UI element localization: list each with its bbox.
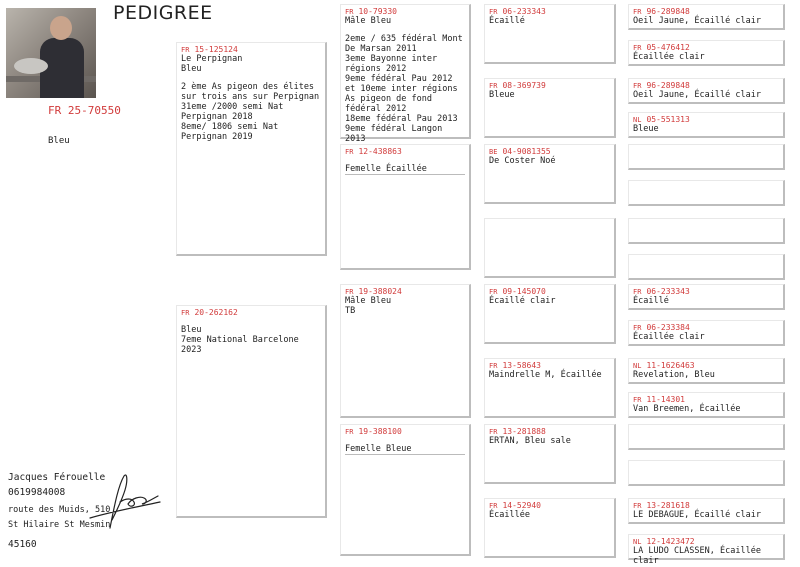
- pigeon-detail: Femelle Écaillée: [345, 164, 465, 175]
- pigeon-detail: [345, 436, 465, 444]
- pigeon-detail: LA LUDO CLASSEN, Écaillée clair: [633, 546, 767, 566]
- subject-ring: FR 25-70550: [48, 104, 121, 117]
- ring-number: [489, 81, 610, 90]
- ring-id: 11-1626463: [646, 361, 695, 370]
- pigeon-detail: Bleu: [181, 64, 202, 74]
- ring-id: 06-233343: [646, 287, 690, 296]
- pigeon-detail: 3eme Bayonne inter régions 2012: [345, 54, 443, 74]
- pigeon-detail: Écaillée: [489, 510, 530, 520]
- pigeon-detail: De Coster Noé: [489, 156, 556, 166]
- signature: [70, 468, 170, 538]
- ring-id: 10-79330: [358, 7, 397, 16]
- pigeon-detail: 31eme /2000 semi Nat Perpignan 2018: [181, 102, 289, 122]
- ring-number: [633, 323, 779, 332]
- gen3-card: [484, 144, 616, 204]
- pigeon-detail: Bleu: [181, 325, 202, 335]
- ring-number: [633, 7, 779, 16]
- ring-number: [633, 81, 779, 90]
- country-code: FR: [633, 44, 642, 52]
- owner-postcode: 45160: [8, 539, 37, 550]
- ring-number: [489, 361, 610, 370]
- ring-number: [633, 501, 779, 510]
- pigeon-detail: Oeil Jaune, Écaillé clair: [633, 16, 761, 26]
- gen4-card: [628, 112, 785, 138]
- gen3-card: [484, 498, 616, 558]
- pigeon-detail: [345, 156, 465, 164]
- gen2-card: [340, 424, 471, 556]
- country-code: BE: [489, 148, 498, 156]
- ring-id: 13-58643: [502, 361, 541, 370]
- gen4-card: [628, 424, 785, 450]
- pigeon-detail: Le Perpignan: [181, 54, 243, 64]
- pigeon-detail: 8eme/ 1806 semi Nat Perpignan 2019: [181, 122, 284, 142]
- pigeon-detail: Van Breemen, Écaillée: [633, 404, 741, 414]
- pigeon-detail: Mâle Bleu: [345, 16, 392, 26]
- gen3-card: [484, 424, 616, 484]
- ring-number: [345, 147, 465, 156]
- country-code: FR: [345, 428, 354, 436]
- country-code: FR: [345, 148, 354, 156]
- country-code: FR: [633, 288, 642, 296]
- ring-number: [181, 45, 321, 54]
- ring-id: 06-233384: [646, 323, 690, 332]
- country-code: FR: [181, 46, 190, 54]
- gen3-card: [484, 4, 616, 64]
- pigeon-detail: 2 ème As pigeon des élites sur trois ans sur Perpignan: [181, 82, 320, 102]
- ring-id: 11-14301: [646, 395, 685, 404]
- gen1-card: [176, 305, 327, 518]
- gen3-card: [484, 358, 616, 418]
- owner-city: St Hilaire St Mesmin: [8, 520, 111, 530]
- country-code: NL: [633, 116, 642, 124]
- country-code: FR: [633, 396, 642, 404]
- ring-id: 19-388024: [358, 287, 402, 296]
- pigeon-detail: 2eme / 635 fédéral Mont De Marsan 2011: [345, 34, 468, 54]
- pigeon-detail: LE DEBAGUE, Écaillé clair: [633, 510, 761, 520]
- ring-id: 15-125124: [194, 45, 238, 54]
- country-code: FR: [489, 428, 498, 436]
- gen4-card: [628, 284, 785, 310]
- ring-id: 14-52940: [502, 501, 541, 510]
- ring-number: [633, 115, 779, 124]
- ring-id: 04-9081355: [502, 147, 551, 156]
- gen4-card: [628, 180, 785, 206]
- ring-id: 96-289848: [646, 7, 690, 16]
- country-code: FR: [181, 309, 190, 317]
- gen4-card: [628, 460, 785, 486]
- country-code: FR: [489, 82, 498, 90]
- pigeon-detail: [181, 317, 321, 325]
- ring-number: [181, 308, 321, 317]
- ring-number: [345, 427, 465, 436]
- ring-id: 08-369739: [502, 81, 546, 90]
- country-code: NL: [633, 362, 642, 370]
- gen2-card: [340, 4, 471, 144]
- pigeon-detail: As pigeon de fond fédéral 2012: [345, 94, 438, 114]
- country-code: FR: [633, 82, 642, 90]
- ring-id: 05-551313: [646, 115, 690, 124]
- gen4-card: [628, 4, 785, 30]
- pigeon-detail: Femelle Bleue: [345, 444, 465, 455]
- country-code: NL: [633, 538, 642, 546]
- ring-id: 05-476412: [646, 43, 690, 52]
- gen3-card: [484, 284, 616, 344]
- country-code: FR: [489, 362, 498, 370]
- ring-number: [489, 427, 610, 436]
- ring-number: [633, 287, 779, 296]
- pigeon-detail: Écaillée clair: [633, 332, 705, 342]
- ring-id: 13-281618: [646, 501, 690, 510]
- gen4-card: [628, 320, 785, 346]
- ring-number: [345, 287, 465, 296]
- pigeon-detail: Écaillée clair: [633, 52, 705, 62]
- gen1-card: [176, 42, 327, 256]
- pigeon-detail: 9eme fédéral Pau 2012 et 10eme inter régions: [345, 74, 458, 94]
- pigeon-detail: Écaillé clair: [489, 296, 556, 306]
- ring-id: 12-438863: [358, 147, 402, 156]
- country-code: FR: [633, 8, 642, 16]
- gen4-card: [628, 498, 785, 524]
- gen4-card: [628, 254, 785, 280]
- country-code: FR: [489, 502, 498, 510]
- country-code: FR: [489, 8, 498, 16]
- pigeon-detail: Bleue: [489, 90, 515, 100]
- pigeon-detail: TB: [345, 306, 356, 316]
- gen4-card: [628, 358, 785, 384]
- country-code: FR: [633, 324, 642, 332]
- gen3-card: [484, 218, 616, 278]
- gen4-card: [628, 392, 785, 418]
- pigeon-detail: 18eme fédéral Pau 2013: [345, 114, 458, 124]
- page-title: PEDIGREE: [113, 2, 213, 24]
- gen4-card: [628, 144, 785, 170]
- country-code: FR: [345, 288, 354, 296]
- country-code: FR: [489, 288, 498, 296]
- ring-number: [489, 287, 610, 296]
- gen3-card: [484, 78, 616, 138]
- ring-number: [489, 501, 610, 510]
- owner-street: route des Muids, 510: [8, 505, 111, 515]
- owner-photo: [6, 8, 96, 98]
- subject-color: Bleu: [48, 136, 70, 146]
- pigeon-detail: 9eme fédéral Langon 2013: [345, 124, 448, 144]
- pigeon-detail: Écaillé: [489, 16, 525, 26]
- ring-number: [633, 395, 779, 404]
- ring-id: 06-233343: [502, 7, 546, 16]
- gen4-card: [628, 40, 785, 66]
- pigeon-detail: [181, 74, 321, 82]
- pigeon-detail: [345, 26, 465, 34]
- pigeon-detail: Bleue: [633, 124, 659, 134]
- owner-phone: 0619984008: [8, 487, 66, 498]
- ring-number: [345, 7, 465, 16]
- gen2-card: [340, 144, 471, 270]
- ring-id: 20-262162: [194, 308, 238, 317]
- owner-name: Jacques Férouelle: [8, 472, 106, 483]
- pigeon-detail: ERTAN, Bleu sale: [489, 436, 571, 446]
- pigeon-detail: Maindrelle M, Écaillée: [489, 370, 602, 380]
- gen4-card: [628, 534, 785, 566]
- ring-number: [633, 43, 779, 52]
- ring-number: [633, 361, 779, 370]
- ring-id: 12-1423472: [646, 537, 695, 546]
- country-code: FR: [633, 502, 642, 510]
- ring-id: 13-281888: [502, 427, 546, 436]
- pigeon-detail: Mâle Bleu: [345, 296, 392, 306]
- ring-number: [489, 147, 610, 156]
- ring-id: 96-289848: [646, 81, 690, 90]
- gen4-card: [628, 218, 785, 244]
- gen4-card: [628, 78, 785, 104]
- gen2-card: [340, 284, 471, 418]
- ring-id: 19-388100: [358, 427, 402, 436]
- pigeon-detail: Oeil Jaune, Écaillé clair: [633, 90, 761, 100]
- country-code: FR: [345, 8, 354, 16]
- pigeon-detail: 7eme National Barcelone 2023: [181, 335, 304, 355]
- ring-id: 09-145070: [502, 287, 546, 296]
- pigeon-detail: Revelation, Bleu: [633, 370, 715, 380]
- pigeon-detail: Écaillé: [633, 296, 669, 306]
- ring-number: [633, 537, 779, 546]
- ring-number: [489, 7, 610, 16]
